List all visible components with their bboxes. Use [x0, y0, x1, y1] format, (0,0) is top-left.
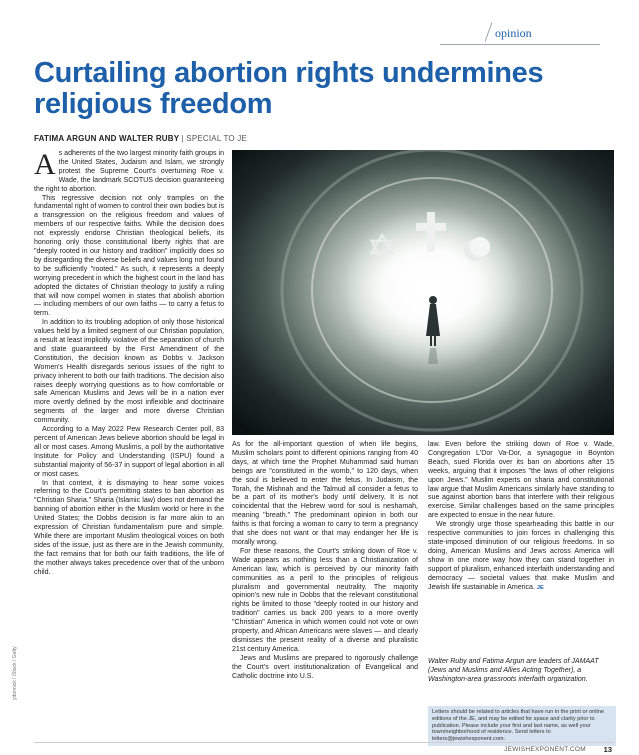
section-divider-slash [485, 22, 493, 41]
paragraph: We strongly urge those spearheading this battle in our respective communities to join forces in challenging this state-imposed diminution of our religious freedoms. In so doing, American Muslims and Jews across America will show in one more way how they can stand together in support of pluralism, enhanced interfaith understanding and democracy — societal values that make Muslim and Jewish life sustainable in America. JE [428, 521, 614, 591]
paragraph: As for the all-important question of when life begins, Muslim scholars point to different opinions ranging from 40 days, at which time the Prophet Muhammad said human beings are "constituted in the womb," to 120 days, when the soul is believed to enter the fetus. In Judaism, the Torah, the Mishnah and the Talmud all consider a fetus to be a part of its mother's body until delivery. It is not coincidental that the Hebrew word for soul is neshamah, meaning "breath." The predominant opinion in both our faiths is that forcing a woman to carry to term a pregnancy that she does not want or that may endanger her life is morally wrong. [232, 441, 418, 546]
article-column-middle [232, 441, 418, 731]
section-rule [440, 44, 600, 45]
paragraph: According to a May 2022 Pew Research Center poll, 83 percent of American Jews believe abortion should be legal in all or most cases. Among Muslims, a poll by the authoritative Institute for Policy and Understanding (ISPU) found a substantial majority of 56-37 in support of legal abortion in all or most cases. [34, 426, 224, 478]
footer-site: JEWISHEXPONENT.COM [504, 746, 586, 753]
article-column-left [34, 150, 224, 730]
paragraph: Jews and Muslims are prepared to rigorously challenge the Court's overt institutionalization of Evangelical and Catholic doctrine into U.S. [232, 654, 418, 680]
headline: Curtailing abortion rights undermines religious freedom [34, 57, 544, 120]
photo-credit: ydonnick / iStock / Getty [12, 646, 18, 700]
paragraph: This regressive decision not only tramples on the fundamental right of women to control their own bodies but is a transgression on the religious freedom and values of members of our respective faiths. While the decision does not expressly endorse Christian theological beliefs, its honoring only those constitutional liberty rights that are "deeply rooted in our history and tradition" implicitly does so by disregarding the diverse beliefs and values long not found to be sufficiently "rooted." As such, it represents a deeply worrying precedent in which the highest court in the land has adopted the dictates of Christian theology to justify a ruling that will now compel women in states that abolish abortion — including members of our own faiths — to carry a fetus to term. [34, 194, 224, 318]
byline-authors: FATIMA ARGUN AND WALTER RUBY [34, 134, 180, 143]
section-label: opinion [495, 26, 532, 40]
drop-cap: A [34, 148, 56, 181]
letters-note: Letters should be related to articles that have run in the print or online editions of the JE, and may be edited for space and clarity prior to publication. Please include your first and last name, as well your town/neighborhood of residence. Send letters to letters@jewishexponent.com. [428, 706, 616, 746]
paragraph: In that context, it is dismaying to hear some voices referring to the Court's permitting states to ban abortion as "Christian Sharia." Sharia (Islamic law) does not demand the banning of abortion either in the Muslim world or here in the United States; the Dobbs decision is far more akin to an expression of Christian fundamentalism pure and simple. While there are important Muslim theological voices on both sides of the issue, just as there are in the Jewish community, the fact remains that for both our faith traditions, the life of the mother always takes precedence over that of the unborn child. [34, 479, 224, 576]
author-bio: Walter Ruby and Fatima Argun are leaders of JAMAAT (Jews and Muslims and Allies Acting Together), a Washington-area grassroots interfaith organization. [428, 658, 599, 683]
paragraph: In addition to its troubling adoption of only those historical values held by a limited segment of our Christian population, a result at least implicitly violative of the separation of church and state guaranteed by the First Amendment of the Constitution, the decision known as Dobbs v. Jackson Women's Health disregards serious issues of the right to privacy inherent to both our faith traditions. The decision also raises deeply worrying questions as to how comfortable or safe American Muslims and Jews will be in a nation ever more overtly defined by the most inflexible and doctrinaire segments of the larger and more diverse Christian community. [34, 319, 224, 425]
illustration [232, 150, 614, 435]
paragraph: As adherents of the two largest minority faith groups in the United States, Judaism and Islam, we strongly protest the Supreme Court's overturning Roe v. Wade, the landmark SCOTUS decision guaranteeing the right to abortion. [34, 148, 224, 193]
article-column-right [428, 441, 614, 661]
byline-special: | SPECIAL TO JE [181, 134, 247, 143]
paragraph: For these reasons, the Court's striking down of Roe v. Wade appears as nothing less than a Christianization of American law, which is perceived by our minority faith communities as a peril to the principles of religious pluralism and governmental neutrality. The majority opinion's new rule in Dobbs that the relevant constitutional rights be limited to those "deeply rooted in our history and tradition" carries us back 200 years to a more overtly "Christian" America in which women could not vote or own property, and African Americans were slaves — and clearly dismisses the present reality of a diverse and pluralistic 21st century America. [232, 547, 418, 653]
byline [34, 134, 247, 143]
end-tag: JE [536, 584, 544, 591]
illustration-graphic [232, 150, 614, 435]
paragraph: law. Even before the striking down of Roe v. Wade, Congregation L'Dor Va-Dor, a synagogue in Boynton Beach, sued Florida over its ban on abortions after 15 weeks, arguing that it imposes "the laws of other religions upon Jews." Muslim experts on sharia and constitutional law argue that Muslim Americans similarly have standing to sue against abortion bans that interfere with their religious exercise. Similar challenges based on the same principles are expected to ensue in the near future. [428, 441, 614, 520]
page-footer [34, 742, 614, 755]
page-number: 13 [603, 745, 612, 754]
